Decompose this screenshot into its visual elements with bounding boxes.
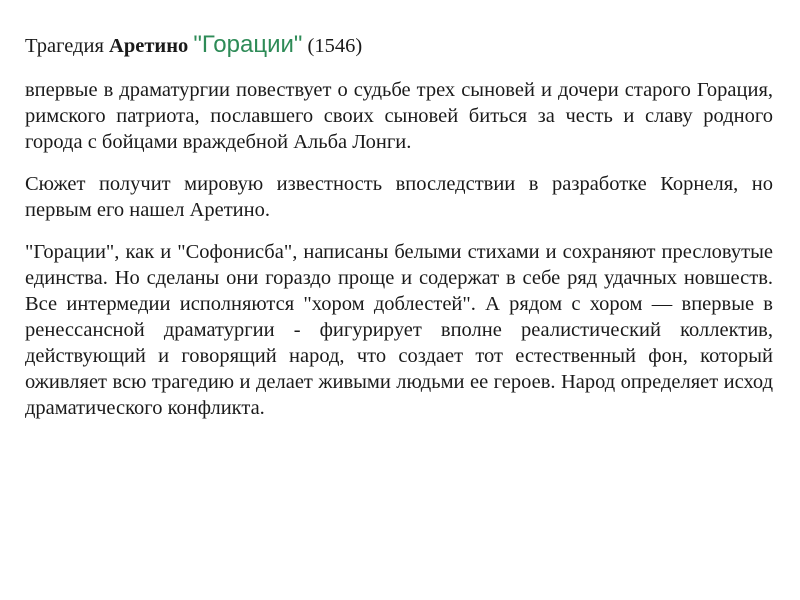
document-body xyxy=(25,30,773,437)
paragraph-plot: впервые в драматургии повествует о судьбе трех сыновей и дочери старого Горация, римского патриота, пославшего своих сыновей биться за честь и славу родного города с бойцами враждебной Альба Лонги. xyxy=(25,79,773,153)
paragraph-corneille: Сюжет получит мировую известность впоследствии в разработке Корнеля, но первым его нашел Аретино. xyxy=(25,173,773,221)
heading-author: Аретино xyxy=(109,35,189,57)
document-heading xyxy=(25,30,773,61)
paragraph-innovations: "Горации", как и "Софонисба", написаны белыми стихами и сохраняют пресловутые единства. Но сделаны они гораздо проще и содержат в себе ряд удачных новшеств. Все интермедии исполняются "хором доблестей". А рядом с хором — впервые в ренессансной драматургии - фигурирует вполне реалистический коллектив, действующий и говорящий народ, что создает тот естественный фон, который оживляет всю трагедию и делает живыми людьми ее героев. Народ определяет исход драматического конфликта. xyxy=(25,241,773,419)
heading-prefix: Трагедия xyxy=(25,35,110,57)
heading-work-title: "Горации" xyxy=(193,31,303,58)
heading-year: (1546) xyxy=(307,35,363,57)
